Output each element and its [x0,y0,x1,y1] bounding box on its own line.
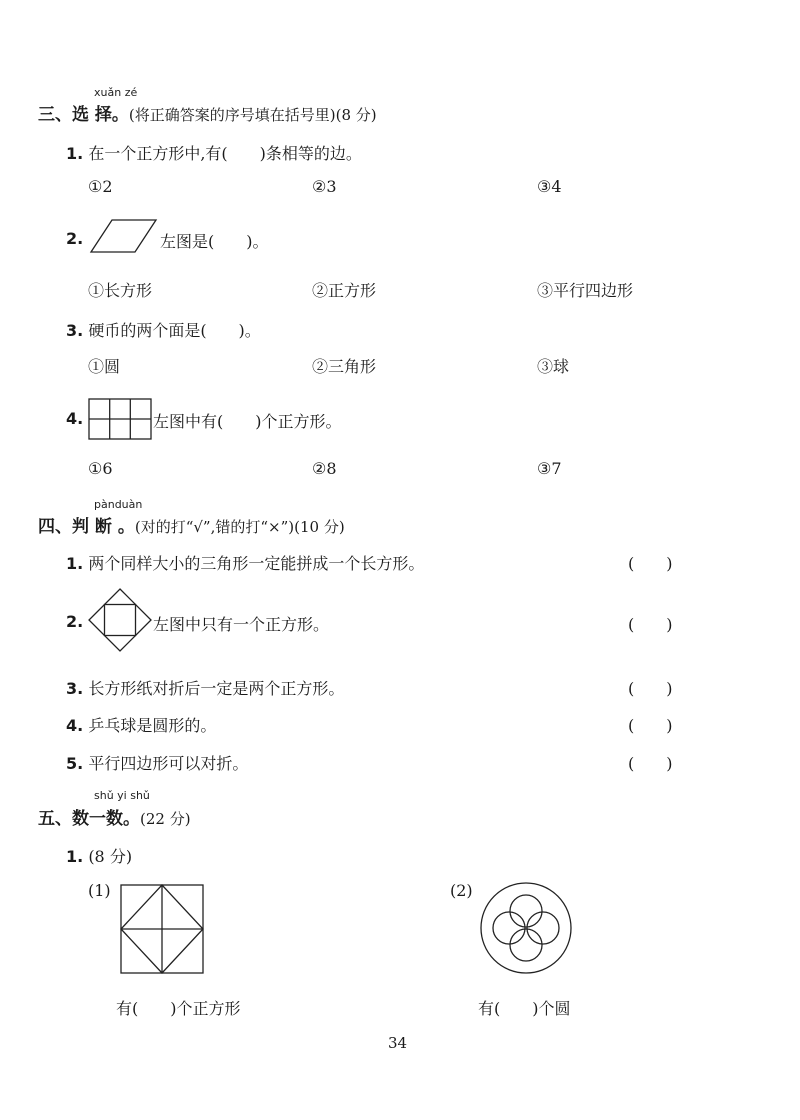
s5-part2-answer[interactable]: 有( )个圆 [478,999,571,1018]
s3-q2-option-2[interactable]: ②正方形 [312,281,377,300]
square-with-diamond-figure [120,884,204,974]
s5-part1-answer[interactable]: 有( )个正方形 [116,999,241,1018]
section3-note: (将正确答案的序号填在括号里)(8 分) [128,106,377,124]
s4-q1 [66,551,424,574]
section4-title-text: 四、判 断 。 [38,517,135,537]
s3-q3-option-2[interactable]: ②三角形 [312,357,377,376]
s4-q2-text: 左图中只有一个正方形。 [153,615,330,634]
s3-q4-num-wrap [66,409,83,428]
s3-q3 [66,318,261,341]
s4-q5-text: 平行四边形可以对折。 [88,754,249,773]
s4-q1-text: 两个同样大小的三角形一定能拼成一个长方形。 [88,554,425,573]
section4-pinyin: pànduàn [94,498,143,511]
s4-q5 [66,751,248,774]
s3-q1-option-1[interactable]: ①2 [88,177,113,196]
section5-title [38,804,191,829]
s3-q4-option-2[interactable]: ②8 [312,459,337,478]
s4-q3 [66,676,344,699]
s3-q4-option-3[interactable]: ③7 [537,459,562,478]
s3-q3-option-1[interactable]: ①圆 [88,357,121,376]
section5-note: (22 分) [140,810,191,828]
s4-q1-answer-blank[interactable]: ( ) [628,554,673,573]
section5-pinyin: shǔ yi shǔ [94,789,150,802]
s4-q1-num: 1. [66,554,84,573]
section4-title [38,512,345,537]
s4-q5-num: 5. [66,754,84,773]
s4-q2-num-wrap [66,612,83,631]
s4-q4-num: 4. [66,716,84,735]
s4-q4 [66,713,216,736]
s4-q3-text: 长方形纸对折后一定是两个正方形。 [88,679,345,698]
s3-q2-text: 左图是( )。 [160,232,269,251]
s3-q1-num: 1. [66,144,84,163]
s4-q5-answer-blank[interactable]: ( ) [628,754,673,773]
s4-q3-num: 3. [66,679,84,698]
s3-q3-text: 硬币的两个面是( )。 [88,321,261,340]
s3-q1-option-2[interactable]: ②3 [312,177,337,196]
s3-q4-option-1[interactable]: ①6 [88,459,113,478]
section3-title [38,100,377,125]
s3-q2-option-1[interactable]: ①长方形 [88,281,153,300]
section3-title-text: 三、选 择。 [38,105,129,125]
s3-q3-option-3[interactable]: ③球 [537,357,570,376]
s4-q4-answer-blank[interactable]: ( ) [628,716,673,735]
s3-q1-option-3[interactable]: ③4 [537,177,562,196]
s5-q1-num: 1. [66,847,84,866]
s4-q3-answer-blank[interactable]: ( ) [628,679,673,698]
s5-part1-label: (1) [88,881,111,900]
s3-q2-option-3[interactable]: ③平行四边形 [537,281,634,300]
s3-q2-num: 2. [66,229,84,248]
section4-note: (对的打“√”,错的打“×”)(10 分) [134,518,345,536]
s3-q4-text: 左图中有( )个正方形。 [153,412,342,431]
section3-pinyin: xuǎn zé [94,86,138,99]
page-number: 34 [388,1034,408,1052]
diamond-square-figure [88,588,152,652]
s3-q1-text: 在一个正方形中,有( )条相等的边。 [88,144,362,163]
s3-q3-num: 3. [66,321,84,340]
s4-q2-answer-blank[interactable]: ( ) [628,615,673,634]
section5-title-text: 五、数一数。 [38,809,140,829]
s5-part2-label: (2) [450,881,473,900]
circles-figure [480,882,572,974]
grid-squares-figure [88,398,152,440]
s4-q4-text: 乒乓球是圆形的。 [88,716,217,735]
s3-q2-num-wrap [66,229,83,248]
s4-q2-num: 2. [66,612,84,631]
s3-q1 [66,141,362,164]
parallelogram-figure [90,219,158,253]
s5-q1 [66,844,132,867]
s5-q1-text: (8 分) [88,847,133,866]
s3-q4-num: 4. [66,409,84,428]
